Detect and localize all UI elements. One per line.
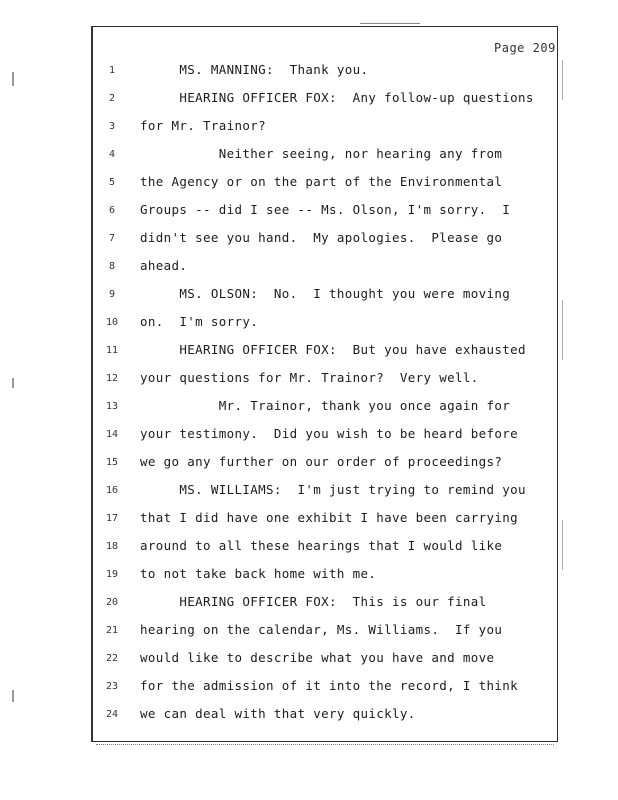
transcript-line <box>0 510 618 530</box>
line-number: 8 <box>108 261 116 272</box>
line-text: hearing on the calendar, Ms. Williams. If you <box>140 622 503 637</box>
line-number: 18 <box>105 541 119 552</box>
line-text: HEARING OFFICER FOX: Any follow-up questions <box>140 90 534 105</box>
line-number: 16 <box>105 485 119 496</box>
line-number: 15 <box>105 457 119 468</box>
line-text: for Mr. Trainor? <box>140 118 267 133</box>
line-number: 24 <box>105 709 119 720</box>
line-number: 7 <box>108 233 116 244</box>
line-text: Groups -- did I see -- Ms. Olson, I'm sorry. I <box>140 202 511 217</box>
transcript-line <box>0 594 618 614</box>
transcript-line <box>0 538 618 558</box>
transcript-line <box>0 706 618 726</box>
line-text: for the admission of it into the record, I think <box>140 678 519 693</box>
page-number: Page 209 <box>494 41 556 55</box>
line-text: on. I'm sorry. <box>140 314 259 329</box>
line-number: 12 <box>105 373 119 384</box>
line-number: 14 <box>105 429 119 440</box>
transcript-line <box>0 454 618 474</box>
line-text: would like to describe what you have and move <box>140 650 495 665</box>
line-text: we go any further on our order of proceedings? <box>140 454 503 469</box>
frame-bottom-mark <box>96 744 554 748</box>
line-text: to not take back home with me. <box>140 566 377 581</box>
transcript-line <box>0 566 618 586</box>
frame-top-mark <box>360 23 420 25</box>
line-number: 23 <box>105 681 119 692</box>
line-number: 17 <box>105 513 119 524</box>
transcript-line <box>0 258 618 278</box>
transcript-line <box>0 314 618 334</box>
transcript-line <box>0 62 618 82</box>
transcript-line <box>0 202 618 222</box>
line-number: 5 <box>108 177 116 188</box>
line-text: around to all these hearings that I would like <box>140 538 503 553</box>
line-text: HEARING OFFICER FOX: This is our final <box>140 594 487 609</box>
line-number: 22 <box>105 653 119 664</box>
line-text: your testimony. Did you wish to be heard before <box>140 426 519 441</box>
line-text: MS. OLSON: No. I thought you were moving <box>140 286 511 301</box>
transcript-line <box>0 650 618 670</box>
transcript-line <box>0 342 618 362</box>
line-number: 13 <box>105 401 119 412</box>
transcript-line <box>0 426 618 446</box>
line-number: 1 <box>108 65 116 76</box>
transcript-line <box>0 118 618 138</box>
line-number: 2 <box>108 93 116 104</box>
transcript-line <box>0 286 618 306</box>
line-text: your questions for Mr. Trainor? Very well. <box>140 370 479 385</box>
line-number: 6 <box>108 205 116 216</box>
line-number: 10 <box>105 317 119 328</box>
line-number: 21 <box>105 625 119 636</box>
line-text: ahead. <box>140 258 188 273</box>
transcript-line <box>0 230 618 250</box>
line-number: 4 <box>108 149 116 160</box>
line-number: 3 <box>108 121 116 132</box>
line-text: MS. MANNING: Thank you. <box>140 62 369 77</box>
line-text: we can deal with that very quickly. <box>140 706 416 721</box>
transcript-line <box>0 90 618 110</box>
line-text: MS. WILLIAMS: I'm just trying to remind you <box>140 482 526 497</box>
line-text: that I did have one exhibit I have been carrying <box>140 510 519 525</box>
line-number: 11 <box>105 345 119 356</box>
transcript-line <box>0 678 618 698</box>
transcript-line <box>0 622 618 642</box>
transcript-line <box>0 174 618 194</box>
line-text: the Agency or on the part of the Environmental <box>140 174 503 189</box>
line-text: Mr. Trainor, thank you once again for <box>140 398 511 413</box>
transcript-line <box>0 146 618 166</box>
line-text: HEARING OFFICER FOX: But you have exhausted <box>140 342 526 357</box>
line-number: 19 <box>105 569 119 580</box>
line-text: Neither seeing, nor hearing any from <box>140 146 503 161</box>
line-number: 20 <box>105 597 119 608</box>
transcript-line <box>0 398 618 418</box>
transcript-line <box>0 482 618 502</box>
transcript-line <box>0 370 618 390</box>
line-text: didn't see you hand. My apologies. Please go <box>140 230 503 245</box>
line-number: 9 <box>108 289 116 300</box>
